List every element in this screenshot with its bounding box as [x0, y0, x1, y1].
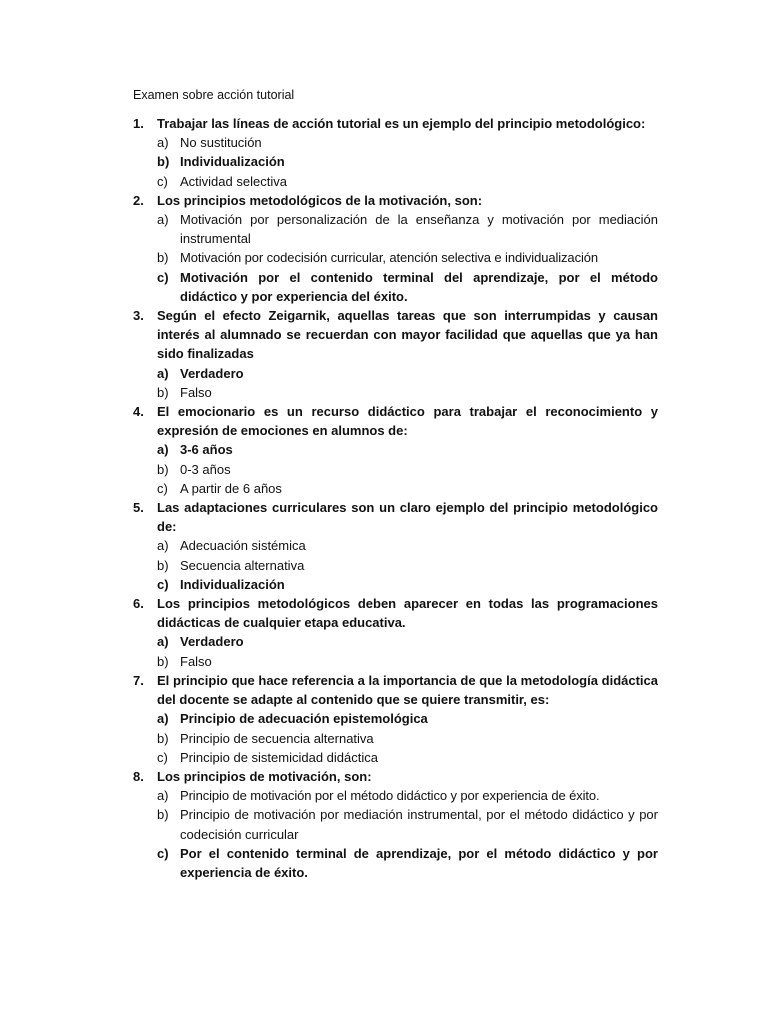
- option-text: Individualización: [180, 576, 285, 592]
- option-letter: a): [157, 711, 169, 727]
- question-8: [133, 767, 658, 882]
- option-text: Principio de motivación por mediación instrumental, por el método didáctico y por codecisión curricular: [180, 807, 658, 842]
- question-number: 5.: [133, 500, 144, 516]
- question-text: Los principios de motivación, son:: [157, 768, 372, 784]
- option-a: [157, 536, 658, 555]
- question-number: 7.: [133, 672, 144, 688]
- option-letter: c): [157, 576, 169, 592]
- option-text: 0-3 años: [180, 461, 231, 477]
- option-c: [157, 575, 658, 594]
- option-b: [157, 805, 658, 843]
- option-text: Individualización: [180, 154, 285, 170]
- question-number: 8.: [133, 768, 144, 784]
- option-letter: b): [157, 557, 169, 573]
- option-text: Verdadero: [180, 634, 244, 650]
- option-list: [157, 632, 658, 670]
- question-6: [133, 594, 658, 671]
- option-text: Principio de adecuación epistemológica: [180, 711, 428, 727]
- option-c: [157, 172, 658, 191]
- option-text: Principio de motivación por el método didáctico y por experiencia de éxito.: [180, 788, 600, 804]
- option-text: Falso: [180, 653, 212, 669]
- option-letter: c): [157, 749, 168, 765]
- option-text: Actividad selectiva: [180, 173, 287, 189]
- option-text: Principio de secuencia alternativa: [180, 730, 374, 746]
- option-list: [157, 364, 658, 402]
- option-list: [157, 786, 658, 882]
- option-text: 3-6 años: [180, 442, 233, 458]
- option-c: [157, 479, 658, 498]
- question-number: 4.: [133, 404, 144, 420]
- option-text: Secuencia alternativa: [180, 557, 305, 573]
- option-a: [157, 133, 658, 152]
- option-letter: b): [157, 384, 169, 400]
- question-text: Las adaptaciones curriculares son un claro ejemplo del principio metodológico de:: [157, 500, 658, 535]
- option-text: Principio de sistemicidad didáctica: [180, 749, 378, 765]
- option-letter: b): [157, 154, 170, 170]
- question-3: [133, 306, 658, 402]
- question-2: [133, 191, 658, 306]
- option-letter: b): [157, 461, 169, 477]
- option-text: No sustitución: [180, 135, 262, 151]
- option-letter: a): [157, 365, 169, 381]
- option-c: [157, 844, 658, 882]
- option-b: [157, 729, 658, 748]
- question-4: [133, 402, 658, 498]
- option-b: [157, 152, 658, 171]
- option-letter: c): [157, 173, 168, 189]
- question-text: Los principios metodológicos de la motivación, son:: [157, 192, 483, 208]
- option-letter: c): [157, 845, 169, 861]
- question-list: [133, 114, 658, 882]
- option-text: Motivación por el contenido terminal del aprendizaje, por el método didáctico y por experiencia del éxito.: [180, 269, 658, 304]
- option-letter: a): [157, 634, 169, 650]
- question-number: 1.: [133, 116, 144, 131]
- option-a: [157, 709, 658, 728]
- option-a: [157, 632, 658, 651]
- question-7: [133, 671, 658, 767]
- option-a: [157, 210, 658, 248]
- option-b: [157, 556, 658, 575]
- option-list: [157, 210, 658, 306]
- option-c: [157, 268, 658, 306]
- option-letter: b): [157, 653, 169, 669]
- option-list: [157, 709, 658, 767]
- option-letter: a): [157, 788, 169, 804]
- option-letter: a): [157, 212, 169, 228]
- document-title: Examen sobre acción tutorial: [133, 88, 295, 102]
- question-number: 3.: [133, 308, 144, 324]
- option-text: Motivación por codecisión curricular, atención selectiva e individualización: [180, 250, 599, 266]
- option-letter: a): [157, 135, 169, 151]
- option-text: Por el contenido terminal de aprendizaje, por el método didáctico y por experiencia de éxito.: [180, 845, 658, 880]
- question-number: 2.: [133, 192, 144, 208]
- option-b: [157, 460, 658, 479]
- question-text: Según el efecto Zeigarnik, aquellas tareas que son interrumpidas y causan interés al alumnado se recuerdan con mayor facilidad que aquellas que ya han sido finalizadas: [157, 308, 658, 362]
- question-text: Los principios metodológicos deben aparecer en todas las programaciones didácticas de cualquier etapa educativa.: [157, 596, 658, 631]
- question-number: 6.: [133, 596, 144, 612]
- option-list: [157, 536, 658, 594]
- option-a: [157, 440, 658, 459]
- option-text: A partir de 6 años: [180, 480, 282, 496]
- option-letter: a): [157, 538, 169, 554]
- option-letter: c): [157, 480, 168, 496]
- option-b: [157, 652, 658, 671]
- question-5: [133, 498, 658, 594]
- option-text: Falso: [180, 384, 212, 400]
- option-a: [157, 786, 658, 805]
- option-letter: b): [157, 250, 169, 266]
- option-text: Motivación por personalización de la enseñanza y motivación por mediación instrumental: [180, 212, 658, 247]
- option-b: [157, 383, 658, 402]
- question-1: [133, 114, 658, 191]
- option-b: [157, 248, 658, 267]
- option-text: Verdadero: [180, 365, 244, 381]
- option-letter: b): [157, 730, 169, 746]
- option-letter: b): [157, 807, 169, 823]
- option-c: [157, 748, 658, 767]
- option-list: [157, 133, 658, 191]
- option-letter: c): [157, 269, 169, 285]
- question-text: Trabajar las líneas de acción tutorial es un ejemplo del principio metodológico:: [157, 116, 646, 131]
- question-text: El emocionario es un recurso didáctico para trabajar el reconocimiento y expresión de emociones en alumnos de:: [157, 404, 658, 439]
- option-a: [157, 364, 658, 383]
- question-text: El principio que hace referencia a la importancia de que la metodología didáctica del docente se adapte al contenido que se quiere transmitir, es:: [157, 672, 658, 708]
- option-text: Adecuación sistémica: [180, 538, 306, 554]
- option-list: [157, 440, 658, 498]
- option-letter: a): [157, 442, 169, 458]
